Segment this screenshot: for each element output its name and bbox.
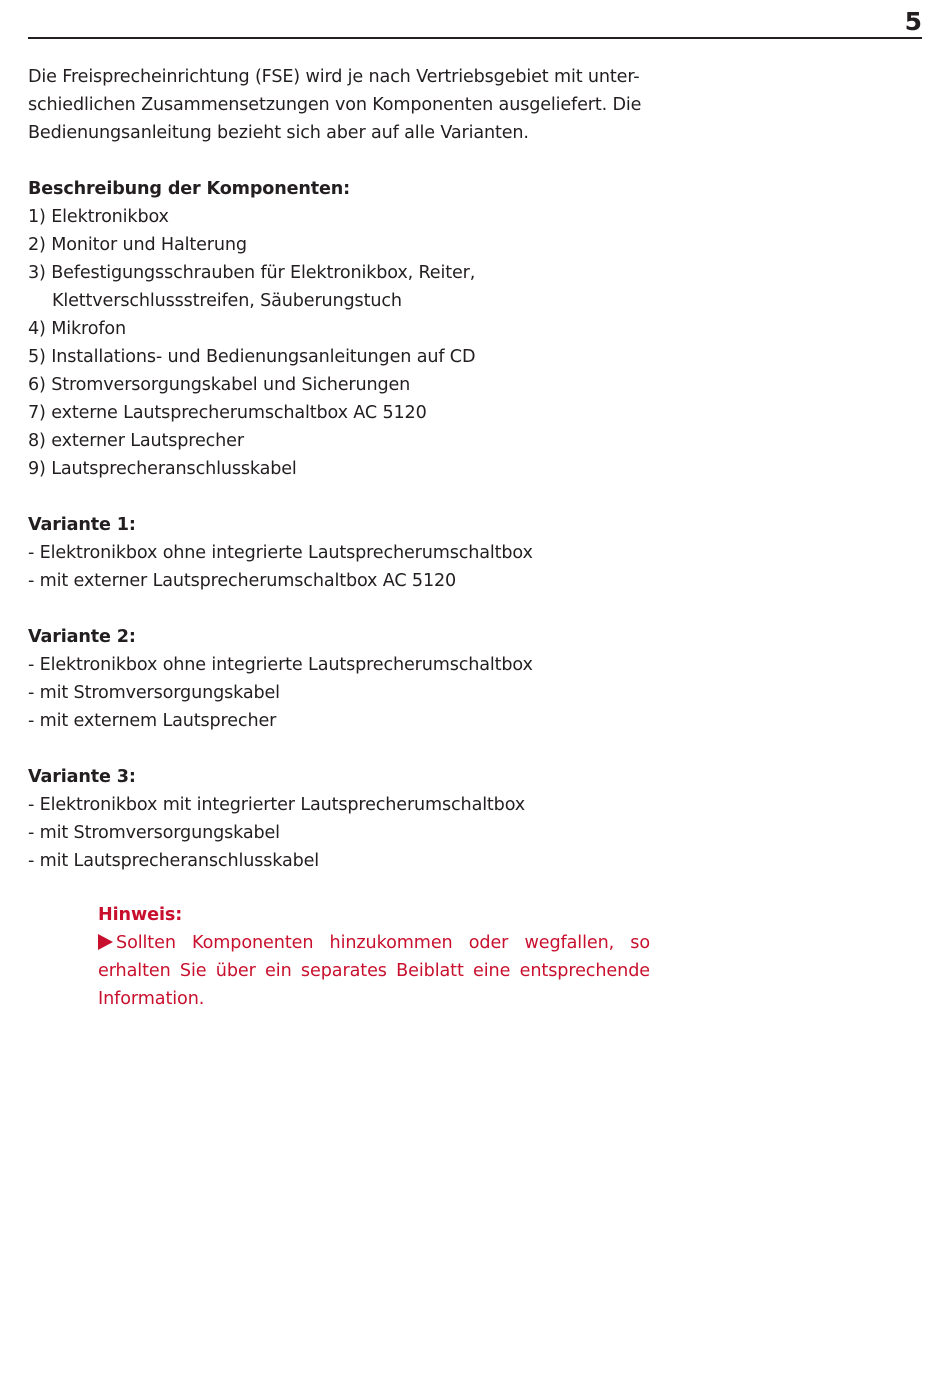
components-heading: Beschreibung der Komponenten:: [28, 179, 351, 199]
arrow-right-icon: [98, 934, 113, 950]
variant-item: - mit Stromversorgungskabel: [28, 683, 280, 703]
header-rule: [28, 37, 922, 39]
variant-item: - mit externem Lautsprecher: [28, 711, 277, 731]
component-item: 2) Monitor und Halterung: [28, 235, 247, 255]
intro-line: Die Freisprecheinrichtung (FSE) wird je nach Vertriebsgebiet mit unter-: [28, 67, 640, 87]
component-item: 9) Lautsprecheranschlusskabel: [28, 459, 297, 479]
variant-item: - mit Lautsprecheranschlusskabel: [28, 851, 320, 871]
variant-item: - mit Stromversorgungskabel: [28, 823, 280, 843]
variant-item: - Elektronikbox mit integrierter Lautsprecherumschaltbox: [28, 795, 526, 815]
variant-heading: Variante 2:: [28, 627, 136, 647]
component-item: 3) Befestigungsschrauben für Elektronikbox, Reiter,: [28, 263, 476, 283]
variant-item: - Elektronikbox ohne integrierte Lautsprecherumschaltbox: [28, 543, 533, 563]
variant-1-section: [28, 511, 658, 595]
intro-line: Bedienungsanleitung bezieht sich aber auf alle Varianten.: [28, 123, 529, 143]
component-item: 4) Mikrofon: [28, 319, 126, 339]
components-section: [28, 175, 658, 483]
variant-item: - Elektronikbox ohne integrierte Lautsprecherumschaltbox: [28, 655, 533, 675]
component-item: 6) Stromversorgungskabel und Sicherungen: [28, 375, 411, 395]
variant-3-section: [28, 763, 658, 875]
component-item-continuation: [28, 287, 658, 315]
note-box: [98, 901, 650, 1013]
intro-line: schiedlichen Zusammensetzungen von Komponenten ausgeliefert. Die: [28, 95, 642, 115]
component-item: 8) externer Lautsprecher: [28, 431, 244, 451]
page-number: 5: [904, 7, 922, 36]
variant-heading: Variante 3:: [28, 767, 136, 787]
note-heading: Hinweis:: [98, 905, 183, 925]
note-text: Sollten Komponenten hinzukommen oder wegfallen, so erhalten Sie über ein separates Beiblatt eine entsprechende Information.: [98, 933, 650, 1009]
component-item: 5) Installations- und Bedienungsanleitungen auf CD: [28, 347, 476, 367]
component-item: 7) externe Lautsprecherumschaltbox AC 5120: [28, 403, 427, 423]
intro-paragraph: [28, 63, 658, 147]
component-item: 1) Elektronikbox: [28, 207, 169, 227]
variant-item: - mit externer Lautsprecherumschaltbox AC 5120: [28, 571, 457, 591]
note-paragraph: [98, 929, 650, 1013]
variant-2-section: [28, 623, 658, 735]
component-item-continuation-text: Klettverschlussstreifen, Säuberungstuch: [52, 291, 402, 311]
variant-heading: Variante 1:: [28, 515, 136, 535]
main-content: [28, 63, 658, 903]
